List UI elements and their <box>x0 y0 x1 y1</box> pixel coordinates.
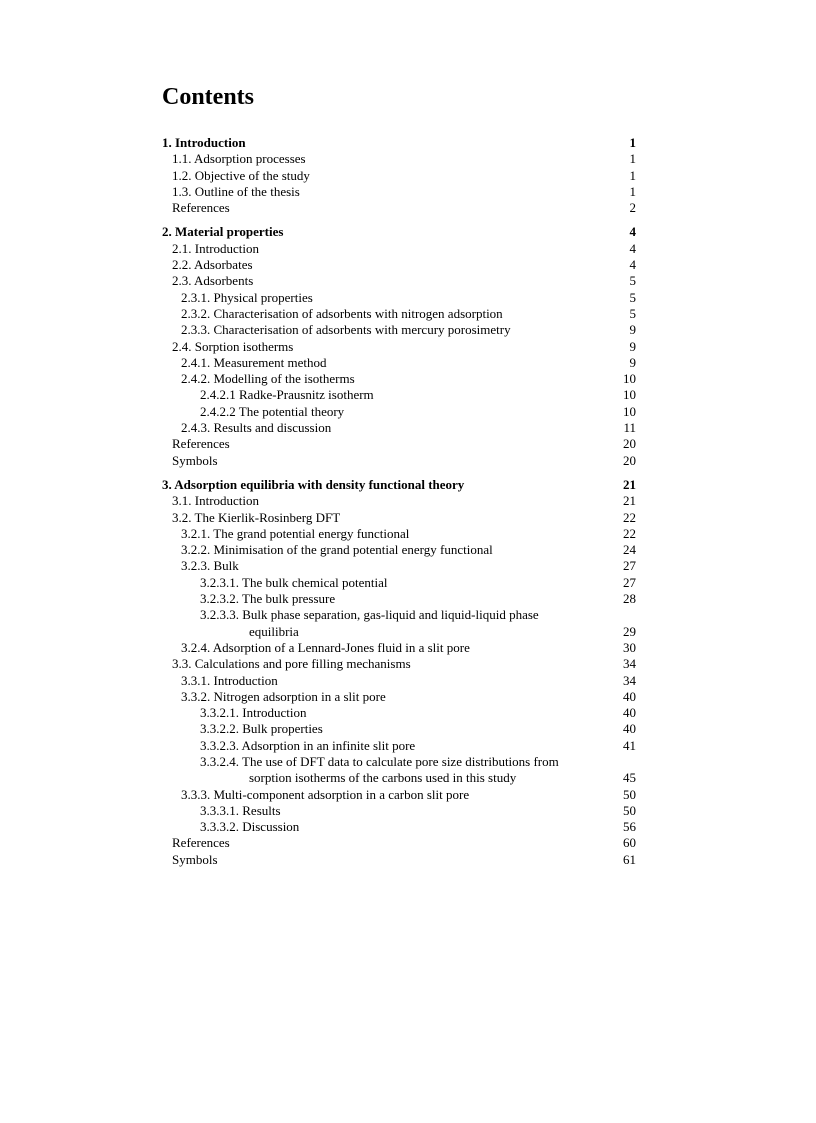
toc-entry[interactable] <box>162 787 636 803</box>
toc-page: 9 <box>629 322 636 338</box>
toc-page: 20 <box>623 452 636 468</box>
toc-entry[interactable] <box>162 184 636 200</box>
toc-page: 28 <box>623 591 636 607</box>
toc-entry-symbols[interactable] <box>162 453 636 469</box>
toc-entry[interactable] <box>162 558 636 574</box>
toc-page: 5 <box>629 289 636 305</box>
toc-label: 2.3.1. Physical properties <box>181 289 313 305</box>
page-title: Contents <box>162 84 255 110</box>
toc-label: 3.2.2. Minimisation of the grand potential energy functional <box>181 542 493 558</box>
toc-entry[interactable] <box>162 322 636 338</box>
toc-page: 29 <box>623 623 636 639</box>
toc-label: 3.3.2.2. Bulk properties <box>200 721 323 737</box>
toc-page: 45 <box>623 770 636 786</box>
toc-label: 1.2. Objective of the study <box>172 167 310 183</box>
toc-entry[interactable] <box>162 656 636 672</box>
toc-label: 3.3.2.1. Introduction <box>200 705 307 721</box>
chapter-gap <box>162 469 636 477</box>
toc-entry[interactable] <box>162 607 636 623</box>
toc-label: 3.3.3.2. Discussion <box>200 819 300 835</box>
toc-label: 2.4. Sorption isotherms <box>172 338 294 354</box>
toc-entry[interactable] <box>162 168 636 184</box>
toc-entry[interactable] <box>162 290 636 306</box>
toc-page: 9 <box>629 354 636 370</box>
toc-page: 4 <box>629 240 636 256</box>
toc-page: 20 <box>623 436 636 452</box>
toc-entry[interactable] <box>162 640 636 656</box>
toc-page: 1 <box>629 183 636 199</box>
toc-entry[interactable] <box>162 387 636 403</box>
toc-page: 27 <box>623 574 636 590</box>
toc-label: 3.2.3.1. The bulk chemical potential <box>200 574 388 590</box>
toc-page: 10 <box>623 403 636 419</box>
toc-entry[interactable] <box>162 404 636 420</box>
toc-page: 1 <box>629 151 636 167</box>
toc-label: 2.2. Adsorbates <box>172 257 253 273</box>
toc-label: 3.3.2. Nitrogen adsorption in a slit pore <box>181 688 386 704</box>
toc-label: 3.2.1. The grand potential energy functional <box>181 525 410 541</box>
toc-entry[interactable] <box>162 721 636 737</box>
toc-chapter-1[interactable] <box>162 135 636 151</box>
toc-label: 3.2.3.3. Bulk phase separation, gas-liquid and liquid-liquid phase <box>200 607 539 623</box>
toc-page: 1 <box>629 135 636 150</box>
toc-page: 34 <box>623 656 636 672</box>
toc-label: 3.3.2.4. The use of DFT data to calculate pore size distributions from <box>200 753 559 769</box>
toc-label: 3.3.3.1. Results <box>200 802 281 818</box>
toc-page: 27 <box>623 558 636 574</box>
toc-page: 4 <box>629 224 636 240</box>
toc-entry[interactable] <box>162 542 636 558</box>
toc-entry[interactable] <box>162 689 636 705</box>
toc-page: 5 <box>629 273 636 289</box>
toc-label: 2.1. Introduction <box>172 240 260 256</box>
toc-page: 40 <box>623 688 636 704</box>
toc-entry[interactable] <box>162 493 636 509</box>
toc-label: 1.1. Adsorption processes <box>172 151 306 167</box>
toc-page: 50 <box>623 802 636 818</box>
toc-page: 22 <box>623 525 636 541</box>
toc-entry[interactable] <box>162 420 636 436</box>
chapter-gap <box>162 216 636 224</box>
toc-label: 3.2.4. Adsorption of a Lennard-Jones fluid in a slit pore <box>181 639 470 655</box>
toc-label-continuation: sorption isotherms of the carbons used in this study <box>249 770 517 786</box>
toc-label: 2. Material properties <box>162 224 284 240</box>
toc-page: 34 <box>623 672 636 688</box>
toc-page: 10 <box>623 387 636 403</box>
toc-label: 2.3.2. Characterisation of adsorbents with nitrogen adsorption <box>181 305 503 321</box>
toc-label: 2.3. Adsorbents <box>172 273 254 289</box>
toc-entry-references[interactable] <box>162 200 636 216</box>
toc-entry[interactable] <box>162 339 636 355</box>
toc-label: 1.3. Outline of the thesis <box>172 183 300 199</box>
toc-page: 40 <box>623 721 636 737</box>
toc-label: 2.4.3. Results and discussion <box>181 420 332 436</box>
toc-entry[interactable] <box>162 819 636 835</box>
toc-entry[interactable] <box>162 803 636 819</box>
toc-page: 2 <box>629 200 636 216</box>
toc-label: References <box>172 200 230 216</box>
toc-entry-references[interactable] <box>162 835 636 851</box>
toc-entry[interactable] <box>162 151 636 167</box>
toc-page: 1 <box>629 167 636 183</box>
toc-entry[interactable] <box>162 591 636 607</box>
toc-page: 10 <box>623 371 636 387</box>
toc-page: 41 <box>623 737 636 753</box>
toc-label: 2.4.2. Modelling of the isotherms <box>181 371 355 387</box>
toc-label: 2.3.3. Characterisation of adsorbents with mercury porosimetry <box>181 322 511 338</box>
toc-label: References <box>172 835 230 851</box>
toc-label: Symbols <box>172 851 218 867</box>
toc-label: 2.4.2.2 The potential theory <box>200 403 345 419</box>
toc-entry-continuation[interactable] <box>162 770 636 786</box>
toc-entry[interactable] <box>162 754 636 770</box>
toc-label: 1. Introduction <box>162 135 246 150</box>
toc-page: 50 <box>623 786 636 802</box>
toc-entry-continuation[interactable] <box>162 624 636 640</box>
toc-label: 3.2. The Kierlik-Rosinberg DFT <box>172 509 341 525</box>
toc-page: 21 <box>623 493 636 509</box>
toc-chapter-2[interactable] <box>162 224 636 240</box>
toc-entry[interactable] <box>162 241 636 257</box>
toc-entry[interactable] <box>162 673 636 689</box>
toc-entry[interactable] <box>162 306 636 322</box>
toc-page: 60 <box>623 835 636 851</box>
toc-page: 11 <box>623 420 636 436</box>
toc-chapter-3[interactable] <box>162 477 636 493</box>
toc-label: 3. Adsorption equilibria with density functional theory <box>162 476 465 492</box>
toc-label: 3.3.3. Multi-component adsorption in a carbon slit pore <box>181 786 470 802</box>
toc-page: 22 <box>623 509 636 525</box>
toc-entry[interactable] <box>162 510 636 526</box>
toc-entry[interactable] <box>162 526 636 542</box>
toc-label: 3.1. Introduction <box>172 493 260 509</box>
toc-page: 4 <box>629 257 636 273</box>
toc-page: 30 <box>623 639 636 655</box>
toc-label: References <box>172 436 230 452</box>
toc-entry[interactable] <box>162 705 636 721</box>
toc-page: 9 <box>629 338 636 354</box>
toc-page: 24 <box>623 542 636 558</box>
toc-label: 3.2.3.2. The bulk pressure <box>200 591 336 607</box>
toc-entry[interactable] <box>162 371 636 387</box>
toc-label: 3.3.1. Introduction <box>181 672 278 688</box>
toc-entry[interactable] <box>162 738 636 754</box>
toc-entry[interactable] <box>162 257 636 273</box>
toc-label: 3.2.3. Bulk <box>181 558 239 574</box>
toc-page: 61 <box>623 851 636 867</box>
toc-page: 56 <box>623 819 636 835</box>
table-of-contents <box>162 135 636 868</box>
toc-label: 2.4.1. Measurement method <box>181 354 327 370</box>
toc-label: 2.4.2.1 Radke-Prausnitz isotherm <box>200 387 374 403</box>
toc-page: 21 <box>623 476 636 492</box>
toc-page: 40 <box>623 705 636 721</box>
toc-entry-references[interactable] <box>162 436 636 452</box>
toc-label: Symbols <box>172 452 218 468</box>
toc-entry-symbols[interactable] <box>162 852 636 868</box>
toc-entry[interactable] <box>162 355 636 371</box>
toc-entry[interactable] <box>162 273 636 289</box>
toc-entry[interactable] <box>162 575 636 591</box>
toc-label: 3.3.2.3. Adsorption in an infinite slit pore <box>200 737 416 753</box>
toc-label-continuation: equilibria <box>249 623 299 639</box>
toc-label: 3.3. Calculations and pore filling mechanisms <box>172 656 411 672</box>
toc-page: 5 <box>629 305 636 321</box>
